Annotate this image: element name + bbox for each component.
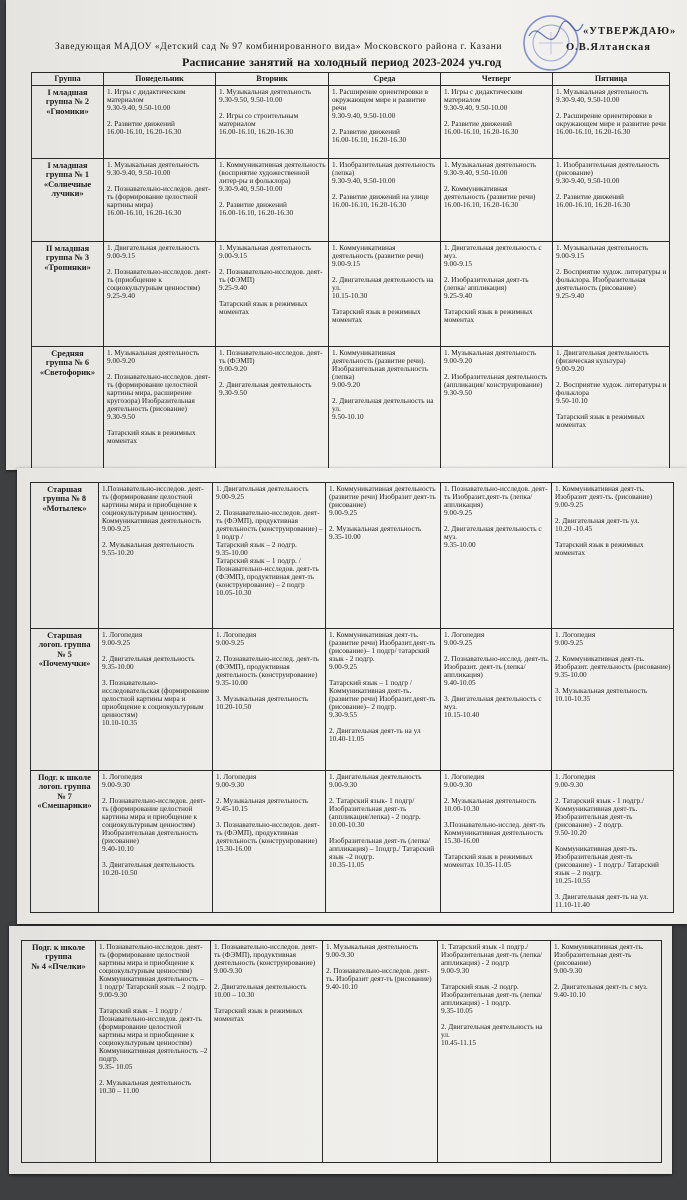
column-header-friday: Пятница — [553, 73, 670, 86]
friday-cell: 1. Логопедия 9.00-9.30 2. Татарский язык - 1 подгр./ Коммуникативная деят-ть. Изобразительная деят-ть (рисование) - 2 подгр. 9.50-10.20 Коммуникативная деят-ть. Изобразительная деят-ть (рисование) - 1 подгр./ Татарский язык – 2 подгр. 10.25-10.55 3. Двигательная деят-ть на ул. 11.10-11.40 — [552, 771, 674, 913]
group-cell: II младшая группа № 3 «Тропинки» — [32, 242, 104, 347]
sheet-2 — [17, 468, 687, 924]
column-header-thursday: Четверг — [441, 73, 553, 86]
page-title: Расписание занятий на холодный период 2023-2024 уч.год — [182, 55, 502, 69]
thursday-cell: 1. Игры с дидактическим материалом 9.30-9.40, 9.50-10.00 2. Развитие движений 16.00-16.10, 16.20-16.30 — [441, 86, 553, 159]
schedule-table-sheet-3 — [21, 940, 662, 1163]
monday-cell: 1. Познавательно-исследов. деят-ть (формирование целостной картины мира и приобщение к социокультурным ценностям) Коммуникативная деятельность – 1 подгр/ Татарский язык – 2 подгр. 9.00-9.30 Татарский язык – 1 подгр /Познавательно-исследов. деят-ть (формирование целостной картины мира и приобщение к социокультурным ценностям) Коммуникативная деятельность –2 подгр. 9.35- 10.05 2. Музыкальная деятельность 10.30 – 11.00 — [96, 941, 211, 1163]
signature — [529, 21, 583, 39]
thursday-cell: 1. Музыкальная деятельность 9.00-9.20 2. Изобразительная деятельность (аппликация/ конструирование) 9.30-9.50 — [441, 347, 553, 471]
sheet-3 — [9, 926, 672, 1174]
schedule-row — [31, 771, 674, 913]
wednesday-cell: 1. Коммуникативная деятельность (развитие речи) 9.00-9.15 2. Двигательная деятельность на ул. 10.15-10.30 Татарский язык в режимных моментах — [329, 242, 441, 347]
group-cell: Подг. к школе группа № 4 «Пчелки» — [22, 941, 96, 1163]
schedule-table-sheet-2 — [30, 482, 674, 913]
group-cell: Средняя группа № 6 «Светофорик» — [32, 347, 104, 471]
schedule-row — [22, 941, 662, 1163]
tuesday-cell: 1. Познавательно-исследов. деят-ть (ФЭМП), продуктивная деятельность (конструирование) 9.00-9.30 2. Двигательная деятельность 10.00 – 10.30 Татарский язык в режимных моментах — [211, 941, 323, 1163]
sheet-1 — [6, 0, 687, 470]
group-cell: Старшая группа № 8 «Мотылек» — [31, 483, 99, 629]
friday-cell: 1. Логопедия 9.00-9.25 2. Коммуникативная деят-ть. Изобразит. деятельность (рисование) 9.35-10.00 3. Музыкальная деятельность 10.10-10.35 — [552, 629, 674, 771]
thursday-cell: 1. Музыкальная деятельность 9.30-9.40, 9.50-10.00 2. Коммуникативная деятельность (развитие речи) 16.00-16.10, 16.20-16.30 — [441, 159, 553, 242]
group-cell: I младшая группа № 2 «Гномики» — [32, 86, 104, 159]
wednesday-cell: 1. Коммуникативная деят-ть. (развитие речи) Изобразит.деят-ть (рисование)– 1 подгр/ татарский язык - 2 подгр. 9.00-9.25 Татарский язык – 1 подгр / Коммуникативная деят-ть. (развитие речи) Изобразит.деят-ть (рисование)– 2 подгр. 9.30-9.55 2. Двигательная деят-ть на ул 10.40-11.05 — [326, 629, 441, 771]
tuesday-cell: 1. Коммуникативная деятельность (восприятие художественной литер-ры и фольклора) 9.30-9.40, 9.50-10.00 2. Развитие движений 16.00-16.10, 16.20-16.30 — [216, 159, 329, 242]
schedule-row — [31, 629, 674, 771]
schedule-row — [32, 159, 670, 242]
friday-cell: 1. Коммуникативная деят-ть. Изобразительная деят-ть (рисование) 9.00-9.30 2. Двигательная деят-ть с муз. 9.40-10.10 — [551, 941, 662, 1163]
column-header-monday: Понедельник — [104, 73, 216, 86]
tuesday-cell: 1. Логопедия 9.00-9.25 2. Познавательно-исслед. деят-ть (ФЭМП), продуктивная деятельность (конструирование) 9.35-10.00 3. Музыкальная деятельность 10.20-10.50 — [213, 629, 326, 771]
friday-cell: 1. Двигательная деятельность (физическая культура) 9.00-9.20 2. Восприятие худож. литературы и фольклора 9.50-10.10 Татарский язык в режимных моментах — [553, 347, 670, 471]
friday-cell: 1. Изобразительная деятельность (рисование) 9.30-9.40, 9.50-10.00 2. Развитие движений 16.00-16.10, 16.20-16.30 — [553, 159, 670, 242]
tuesday-cell: 1. Двигательная деятельность 9.00-9.25 2. Познавательно-исследов. деят-ть (ФЭМП), продуктивная деятельность (конструирование) – 1 подгр / Татарский язык – 2 подгр. 9.35-10.00 Татарский язык – 1 подгр. / Познавательно-исследов. деят-ть (ФЭМП), продуктивная деят-ть (конструирование) – 2 подгр 10.05-10.30 — [213, 483, 326, 629]
monday-cell: 1. Музыкальная деятельность 9.30-9.40, 9.50-10.00 2. Познавательно-исследов. деят-ть (формирование целостной картины мира) 16.00-16.10, 16.20-16.30 — [104, 159, 216, 242]
signatory-name: О.В.Ялтанская — [566, 42, 651, 53]
wednesday-cell: 1. Коммуникативная деятельность (развитие речи). Изобразительная деятельность (лепка) 9.00-9.20 2. Двигательная деятельность на ул. 9.50-10.10 — [329, 347, 441, 471]
thursday-cell: 1. Двигательная деятельность с муз. 9.00-9.15 2. Изобразительная деят-ть (лепка/ аппликация) 9.25-9.40 Татарский язык в режимных моментах — [441, 242, 553, 347]
thursday-cell: 1. Познавательно-исследов. деят-ть Изобразит.деят-ть (лепка/ аппликация) 9.00-9.25 2. Двигательная деятельность с муз. 9.35-10.00 — [441, 483, 552, 629]
head-of-institution-line: Заведующая МАДОУ «Детский сад № 97 комбинированного вида» Московского района г. Казани — [55, 42, 503, 52]
schedule-row — [32, 347, 670, 471]
wednesday-cell: 1. Изобразительная деятельность (лепка) 9.30-9.40, 9.50-10.00 2. Развитие движений на улице 16.00-16.10, 16.20-16.30 — [329, 159, 441, 242]
wednesday-cell: 1. Расширение ориентировки в окружающем мире и развитие речи 9.30-9.40, 9.50-10.00 2. Развитие движений 16.00-16.10, 16.20-16.30 — [329, 86, 441, 159]
monday-cell: 1. Логопедия 9.00-9.25 2. Двигательная деятельность 9.35-10.00 3. Познавательно-исследовательская (формирование целостной картины мира и приобщение к социокультурным ценностям) 10.10-10.35 — [99, 629, 213, 771]
column-header-tuesday: Вторник — [216, 73, 329, 86]
group-cell: I младшая группа № 1 «Солнечные лучики» — [32, 159, 104, 242]
group-cell: Подг. к школе логоп. группа № 7 «Смешарики» — [31, 771, 99, 913]
tuesday-cell: 1. Познавательно-исследов. деят-ть (ФЭМП) 9.00-9.20 2. Двигательная деятельность 9.30-9.50 — [216, 347, 329, 471]
schedule-row — [31, 483, 674, 629]
tuesday-cell: 1. Музыкальная деятельность 9.30-9.50, 9.50-10.00 2. Игры со строительным материалом 16.00-16.10, 16.20-16.30 — [216, 86, 329, 159]
thursday-cell: 1. Логопедия 9.00-9.25 2. Познавательно-исслед. деят-ть. Изобразит. деят-ть (лепка/ аппликация) 9.40-10.05 3. Двигательная деятельность с муз. 10.15-10.40 — [441, 629, 552, 771]
schedule-row — [32, 242, 670, 347]
thursday-cell: 1. Логопедия 9.00-9.30 2. Музыкальная деятельность 10.00-10.30 3.Познавательно-исслед. деят-ть Коммуникативная деятельность 15.30-16.00 Татарский язык в режимных моментах 10.35-11.05 — [441, 771, 552, 913]
wednesday-cell: 1. Коммуникативная деятельность (развитие речи) Изобразит деят-ть (рисование) 9.00-9.25 2. Музыкальная деятельность 9.35-10.00 — [326, 483, 441, 629]
monday-cell: 1. Музыкальная деятельность 9.00-9.20 2. Познавательно-исследов. деят-ть (формирование целостной картины мира, расширение кругозора) Изобразительная деятельность (рисование) 9.30-9.50 Татарский язык в режимных моментах — [104, 347, 216, 471]
column-header-wednesday: Среда — [329, 73, 441, 86]
table-header-row — [32, 73, 670, 86]
group-cell: Старшая логоп. группа № 5 «Почемучки» — [31, 629, 99, 771]
column-header-group: Группа — [32, 73, 104, 86]
friday-cell: 1. Коммуникативная деят-ть. Изобразит деят-ть. (рисование) 9.00-9.25 2. Двигательная деят-ть ул. 10.20 -10.45 Татарский язык в режимных моментах — [552, 483, 674, 629]
stamp-seal — [509, 6, 593, 78]
friday-cell: 1. Музыкальная деятельность 9.00-9.15 2. Восприятие худож. литературы и фольклора. Изобразительная деятельность (рисование) 9.25-9.40 — [553, 242, 670, 347]
monday-cell: 1. Игры с дидактическим материалом 9.30-9.40, 9.50-10.00 2. Развитие движений 16.00-16.10, 16.20-16.30 — [104, 86, 216, 159]
schedule-row — [32, 86, 670, 159]
thursday-cell: 1. Татарский язык -1 подгр./ Изобразительная деят-ть (лепка/ аппликация) - 2 подгр 9.00-9.30 Татарский язык -2 подгр. Изобразительная деят-ть (лепка/ аппликация) - 1 подгр. 9.35-10.05 2. Двигательная деятельность на ул. 10.45-11.15 — [438, 941, 551, 1163]
monday-cell: 1.Познавательно-исследов. деят-ть (формирование целостной картины мира и приобщение к социокультурным ценностям). Коммуникативная деятельность 9.00-9.25 2. Музыкальная деятельность 9.55-10.20 — [99, 483, 213, 629]
approval-mark: «УТВЕРЖДАЮ» — [583, 26, 677, 37]
wednesday-cell: 1. Музыкальная деятельность 9.00-9.30 2. Познавательно-исследов. деят-ть. Изобразит деят-ть (рисование) 9.40-10.10 — [323, 941, 438, 1163]
wednesday-cell: 1. Двигательная деятельность 9.00-9.30 2. Татарский язык- 1 подгр/ Изобразительная деят-ть (аппликация/лепка) - 2 подгр. 10.00-10.30 Изобразительная деят-ть (лепка/ аппликация) – 1подгр./ Татарский язык –2 подгр. 10.35-11.05 — [326, 771, 441, 913]
tuesday-cell: 1. Логопедия 9.00-9.30 2. Музыкальная деятельность 9.45-10.15 3. Познавательно-исследов. деят-ть (ФЭМП), продуктивная деятельность (конструирование) 15.30-16.00 — [213, 771, 326, 913]
monday-cell: 1. Двигательная деятельность 9.00-9.15 2. Познавательно-исследов. деят-ть (приобщение к социокультурным ценностям) 9.25-9.40 — [104, 242, 216, 347]
schedule-table-sheet-1 — [31, 72, 670, 470]
friday-cell: 1. Музыкальная деятельность 9.30-9.40, 9.50-10.00 2. Расширение ориентировки в окружающем мире и развитие речи 16.00-16.10, 16.20-16.30 — [553, 86, 670, 159]
monday-cell: 1. Логопедия 9.00-9.30 2. Познавательно-исследов. деят-ть (формирование целостной картины мира и приобщение к социокультурным ценностям) Изобразительная деятельность (рисование) 9.40-10.10 3. Двигательная деятельность 10.20-10.50 — [99, 771, 213, 913]
tuesday-cell: 1. Музыкальная деятельность 9.00-9.15 2. Познавательно-исследов. деят-ть (ФЭМП) 9.25-9.40 Татарский язык в режимных моментах — [216, 242, 329, 347]
